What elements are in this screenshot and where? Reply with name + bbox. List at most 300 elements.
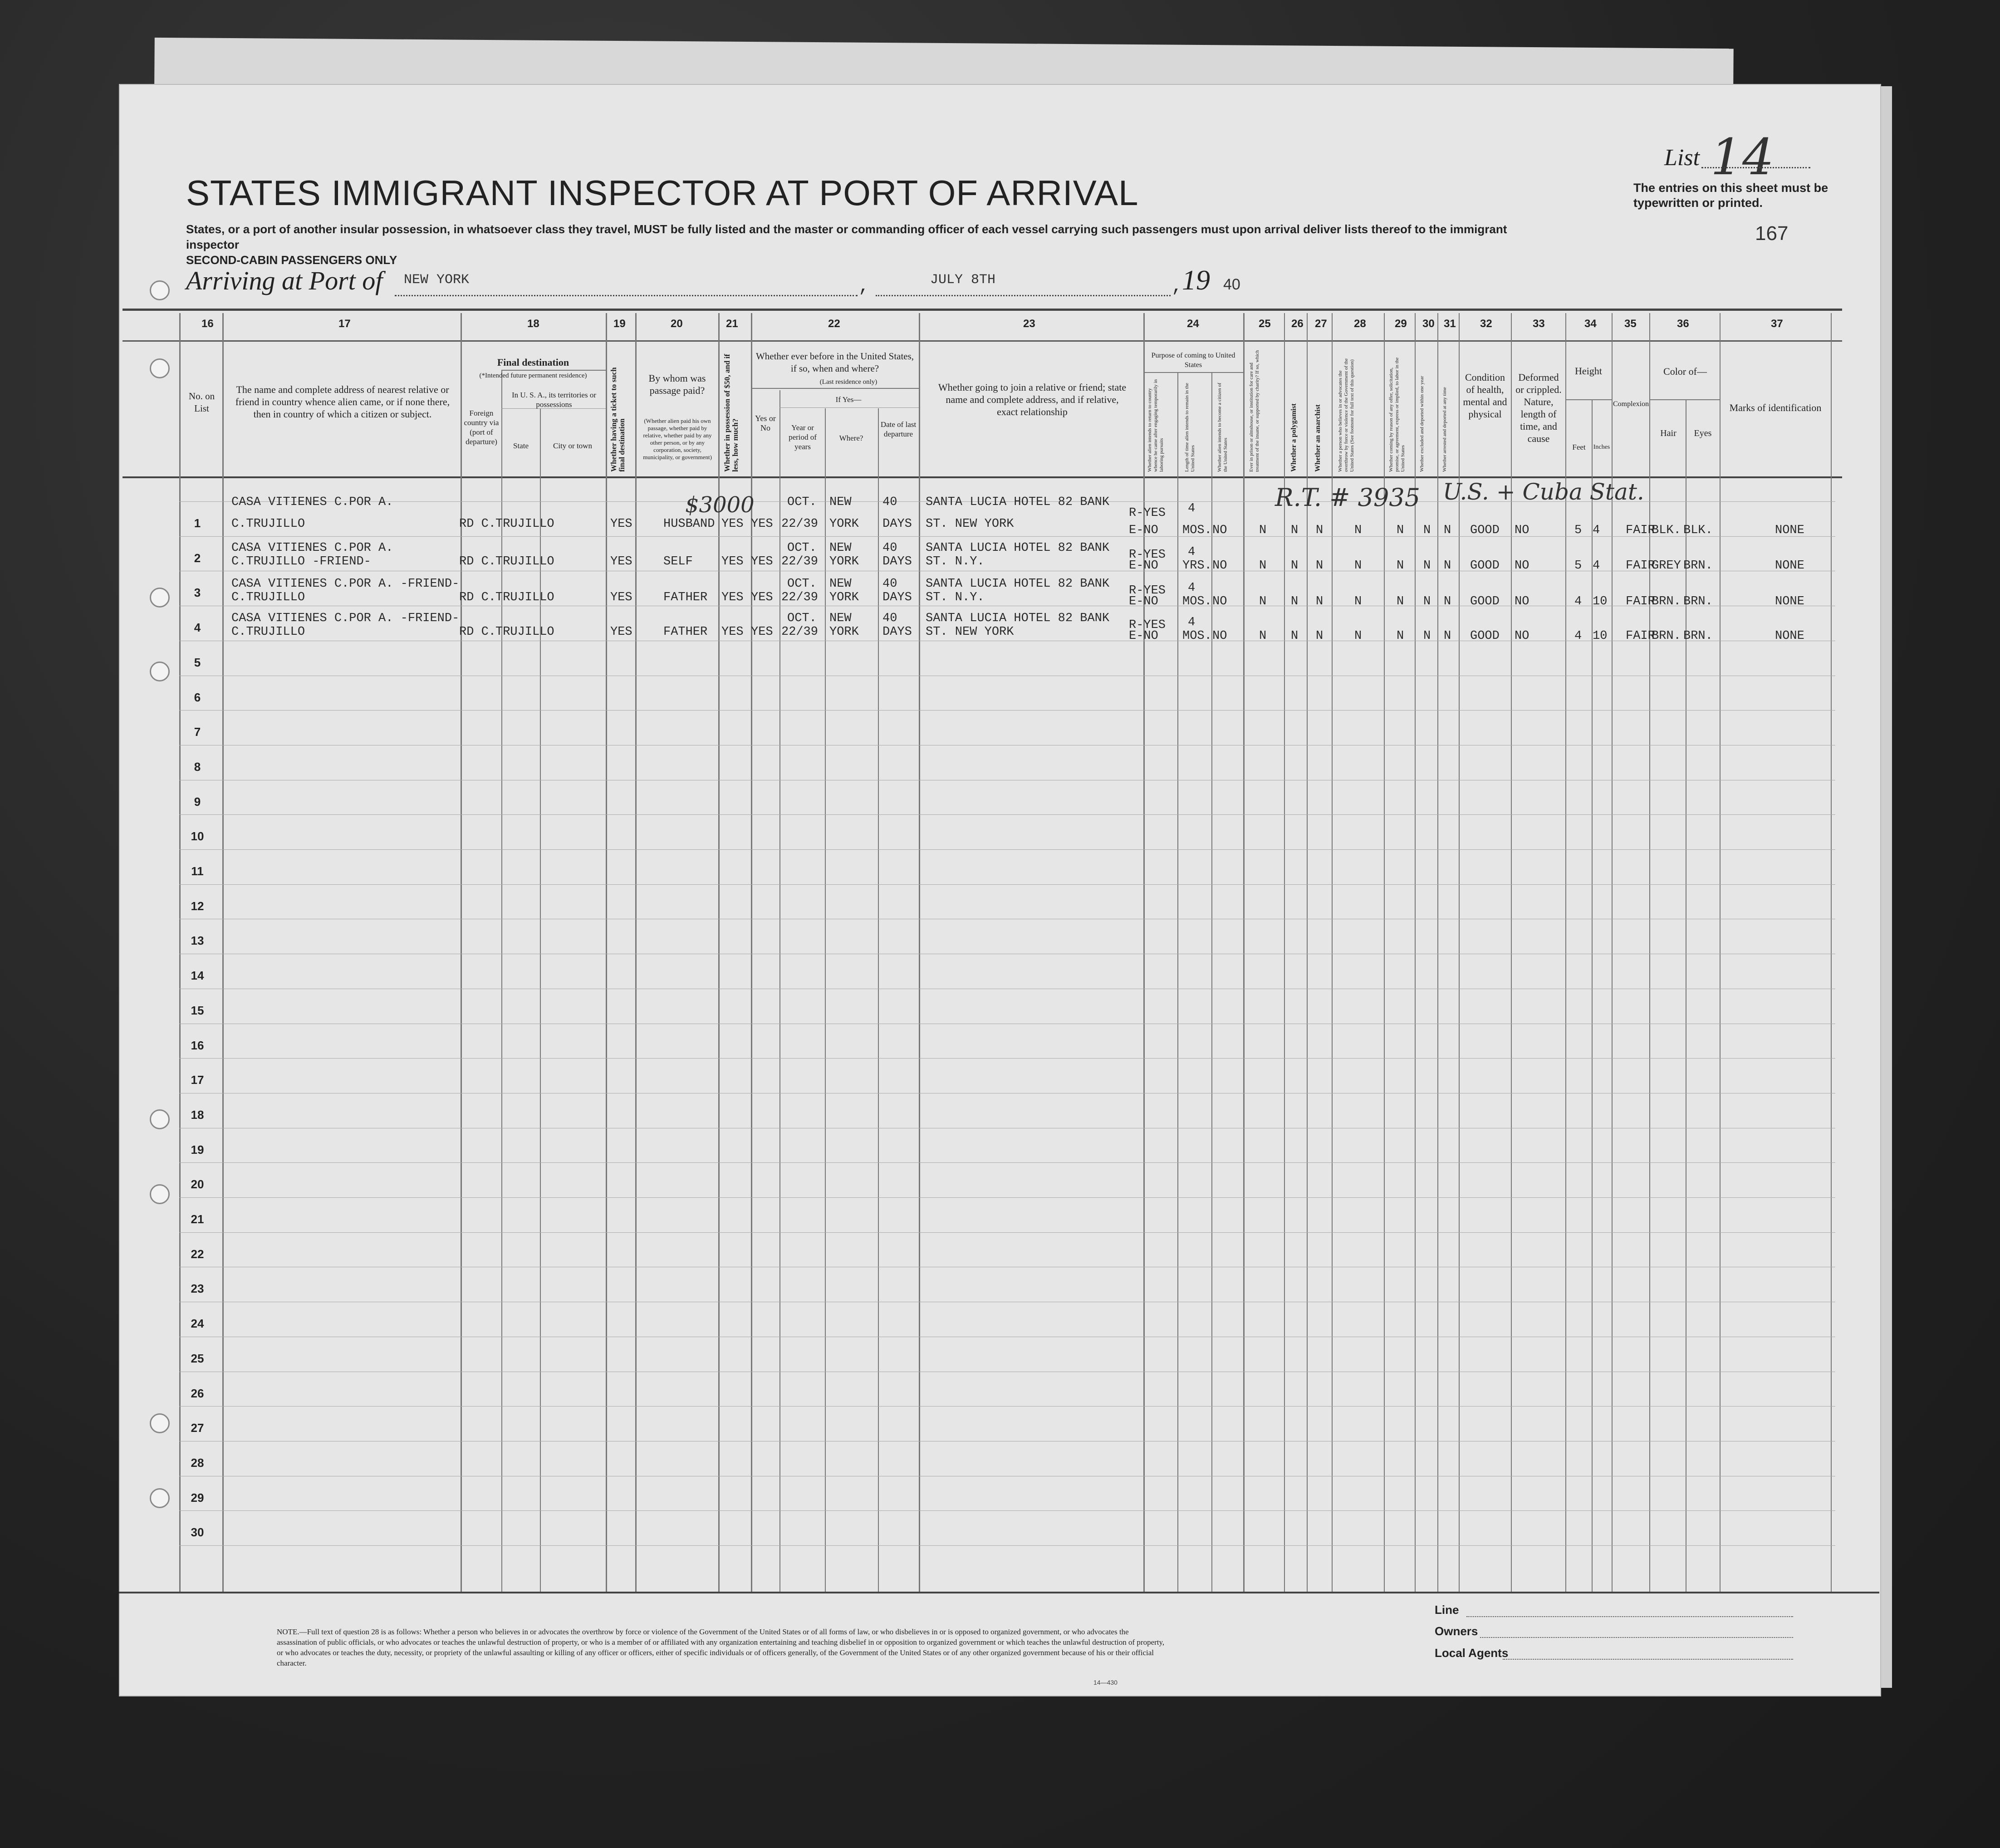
cell-inches: 10 (1593, 629, 1608, 643)
cell-p2-l1: 4 (1188, 545, 1196, 559)
binder-hole (150, 662, 170, 681)
header-feet: Feet (1572, 443, 1586, 451)
cell-where-l1: NEW (829, 612, 852, 625)
cell-p3: NO (1212, 524, 1227, 538)
list-number-line (1701, 167, 1810, 168)
column-divider (1831, 313, 1832, 1593)
header-final-destination: Final destination (497, 357, 569, 368)
comma-separator: , (858, 277, 870, 297)
column-divider (1437, 313, 1438, 1593)
date-value: JULY 8TH (930, 272, 996, 288)
header-purpose-length: Length of time alien intends to remain in the United States (1184, 382, 1196, 472)
row-number: 14 (191, 969, 204, 983)
cell-inches: 4 (1593, 559, 1600, 573)
header-passage-paid: By whom was passage paid? (648, 373, 706, 396)
header-eyes: Eyes (1694, 428, 1712, 438)
cell-c29: N (1397, 629, 1404, 643)
row-number: 12 (191, 899, 204, 913)
header-date-last-departure: Date of last departure (880, 420, 917, 438)
cell-health: GOOD (1470, 524, 1500, 538)
row-rule (179, 1510, 1835, 1511)
cell-where-l1: NEW (829, 495, 852, 509)
cell-marks: NONE (1775, 559, 1804, 573)
col-number: 34 (1584, 318, 1597, 330)
cell-c27: N (1316, 595, 1324, 608)
binder-hole (150, 1488, 170, 1508)
cell-deformed: NO (1515, 595, 1529, 608)
col-number: 31 (1444, 318, 1456, 330)
cell-p1-l1: R-YES (1129, 548, 1166, 562)
cell-eyes: BLK. (1683, 524, 1713, 538)
header-purpose-return: Whether alien intends to return to country whence he came after engaging temporarily in laboring pursuits (1147, 379, 1164, 472)
cell-year-l2: 22/39 (781, 625, 819, 639)
form-title: STATES IMMIGRANT INSPECTOR AT PORT OF ARRIVAL (186, 173, 1139, 213)
form-subtitle (186, 221, 1547, 268)
cell-year-l1: OCT. (787, 577, 817, 591)
column-divider (501, 370, 502, 1593)
cell-depart-l2: DAYS (882, 591, 912, 604)
cell-hair: BLK. (1652, 524, 1681, 538)
cell-deformed: NO (1515, 524, 1529, 538)
header-no-on-list: No. on List (188, 391, 215, 414)
cell-year-l2: 22/39 (781, 517, 819, 531)
cell-year-l2: 22/39 (781, 555, 819, 569)
header-final-destination-note: (*Intended future permanent residence) (479, 372, 587, 379)
row-number: 29 (191, 1490, 204, 1505)
binder-hole (150, 1109, 170, 1129)
cell-depart-l1: 40 (882, 577, 897, 591)
cell-p2-l1: 4 (1188, 616, 1196, 629)
header-joining-relative: Whether going to join a relative or friend; state name and complete address, and if relative, exact relationship (938, 382, 1127, 417)
cell-p3: NO (1212, 595, 1227, 608)
cell-c26: N (1291, 524, 1299, 538)
cell-hair: BRN. (1652, 629, 1681, 643)
cell-ever: YES (751, 625, 773, 639)
cell-marks: NONE (1775, 629, 1804, 643)
binder-hole (150, 588, 170, 608)
header-marks: Marks of identification (1729, 402, 1822, 413)
header-height: Height (1575, 365, 1602, 377)
cell-c30: N (1423, 524, 1431, 538)
header-hair: Hair (1660, 428, 1676, 438)
cell-complexion: FAIR (1626, 629, 1655, 643)
cell-c25: N (1259, 524, 1267, 538)
subtitle-line-1: States, or a port of another insular possession, in whatsoever class they travel, MUST be fully listed and the master or commanding officer of each vessel carrying such passengers must upon arrival deliver lists thereof to the immigrant inspector (186, 222, 1507, 251)
cell-depart-l2: DAYS (882, 625, 912, 639)
cell-c26: N (1291, 629, 1299, 643)
cell-p2-l1: 4 (1188, 502, 1196, 516)
cell-p1-l1: R-YES (1129, 618, 1166, 632)
cell-c27: N (1316, 524, 1324, 538)
cell-year-l1: OCT. (787, 495, 817, 509)
cell-paid: HUSBAND (663, 517, 715, 531)
cell-feet: 4 (1574, 595, 1582, 608)
cell-ticket: YES (610, 555, 632, 569)
col-number: 25 (1259, 318, 1271, 330)
header-anarchist: Whether an anarchist (1314, 404, 1322, 472)
cell-c31: N (1444, 629, 1451, 643)
header-inches: Inches (1593, 444, 1610, 451)
column-divider (825, 408, 826, 1593)
col-number: 33 (1533, 318, 1545, 330)
header-subrule (1565, 399, 1612, 400)
header-subrule (779, 407, 919, 408)
header-purpose-citizen: Whether alien intends to become a citizen of the United States (1217, 382, 1228, 472)
cell-ticket: YES (610, 625, 632, 639)
cell-where-l1: NEW (829, 577, 852, 591)
row-rule (179, 536, 1835, 537)
cell-c30: N (1423, 559, 1431, 573)
row-number: 8 (194, 760, 201, 774)
header-polygamist: Whether a polygamist (1290, 403, 1298, 472)
row-number: 26 (191, 1386, 204, 1400)
local-agents-field (1503, 1659, 1793, 1660)
cell-possession: YES (721, 517, 744, 531)
cell-p1-l2: E-NO (1129, 559, 1158, 573)
cell-join-l2: ST. NEW YORK (926, 625, 1014, 639)
year-prefix: 19 (1182, 265, 1210, 296)
header-complexion: Complexion (1613, 400, 1649, 408)
cell-where-l1: NEW (829, 541, 852, 555)
cell-deformed: NO (1515, 559, 1529, 573)
cell-p1-l2: E-NO (1129, 524, 1158, 538)
col-number: 21 (726, 318, 738, 330)
header-in-usa: In U. S. A., its territories or possessions (511, 391, 597, 409)
header-subrule (751, 388, 919, 389)
cell-ever: YES (751, 517, 773, 531)
col-number: 30 (1422, 318, 1435, 330)
header-ticket: Whether having a ticket to such final destination (609, 367, 626, 472)
row-number: 19 (191, 1142, 204, 1157)
cell-depart-l1: 40 (882, 495, 897, 509)
column-divider (635, 313, 637, 1593)
cell-year-l1: OCT. (787, 541, 817, 555)
row-number: 16 (191, 1038, 204, 1052)
col-number: 19 (613, 318, 626, 330)
header-deformed: Deformed or crippled. Nature, length of time, and cause (1515, 372, 1562, 444)
row-number: 1 (194, 516, 201, 530)
col-number: 18 (527, 318, 539, 330)
port-value: NEW YORK (404, 272, 470, 288)
cell-p2-l2: MOS. (1182, 595, 1212, 608)
cell-p1-l2: E-NO (1129, 629, 1158, 643)
cell-foreign: RD C. (459, 555, 496, 569)
row-number: 25 (191, 1351, 204, 1365)
cell-p2-l2: MOS. (1182, 629, 1212, 643)
cell-p1-l1: R-YES (1129, 506, 1166, 520)
cell-city: TRUJILLO (495, 517, 554, 531)
row-number: 28 (191, 1456, 204, 1470)
cell-p3: NO (1212, 629, 1227, 643)
owners-label: Owners (1435, 1624, 1478, 1638)
footer-rule (119, 1592, 1879, 1593)
local-agents-label: Local Agents (1435, 1646, 1509, 1660)
column-divider (461, 313, 462, 1593)
cell-relative-l1: CASA VITIENES C.POR A. (231, 495, 393, 509)
cell-c27: N (1316, 629, 1324, 643)
column-divider (1143, 313, 1145, 1593)
row-number: 4 (194, 621, 201, 635)
row-number: 18 (191, 1108, 204, 1122)
column-divider (222, 313, 224, 1593)
owners-field (1480, 1637, 1793, 1638)
cell-complexion: FAIR (1626, 559, 1655, 573)
table-top-rule (123, 309, 1842, 311)
row-rule (179, 814, 1835, 815)
cell-paid: SELF (663, 555, 693, 569)
cell-c29: N (1397, 559, 1404, 573)
handwritten-annotation: R.T. # 3935 (1275, 483, 1421, 512)
column-divider (1649, 313, 1650, 1593)
row-rule (179, 1545, 1835, 1546)
row-rule (179, 1197, 1835, 1198)
col-number: 17 (338, 318, 351, 330)
cell-p1-l2: E-NO (1129, 595, 1158, 608)
row-number: 22 (191, 1247, 204, 1261)
row-number: 20 (191, 1177, 204, 1191)
line-field (1466, 1616, 1793, 1617)
row-rule (179, 884, 1835, 885)
header-yes-or-no: Yes or No (755, 414, 776, 432)
cell-relative-l2: C.TRUJILLO -FRIEND- (231, 555, 371, 569)
cell-eyes: BRN. (1683, 559, 1713, 573)
col-number: 32 (1480, 318, 1492, 330)
col-number: 35 (1624, 318, 1637, 330)
cell-c28: N (1354, 595, 1362, 608)
column-divider (1720, 313, 1721, 1593)
header-subrule (501, 370, 606, 371)
cell-feet: 4 (1574, 629, 1582, 643)
arriving-label: Arriving at Port of (186, 266, 383, 295)
col-number: 28 (1354, 318, 1366, 330)
cell-c31: N (1444, 595, 1451, 608)
row-rule (179, 1058, 1835, 1059)
cell-join-l1: SANTA LUCIA HOTEL 82 BANK (926, 612, 1110, 625)
cell-c26: N (1291, 595, 1299, 608)
header-city-or-town: City or town (553, 441, 592, 450)
col-number: 24 (1187, 318, 1199, 330)
col-number: 26 (1291, 318, 1304, 330)
cell-where-l2: YORK (829, 555, 859, 569)
cell-c25: N (1259, 629, 1267, 643)
cell-hair: BRN. (1652, 595, 1681, 608)
cell-join-l2: ST. N.Y. (926, 555, 985, 569)
question-28-footnote: NOTE.—Full text of question 28 is as follows: Whether a person who believes in or advocates the overthrow by force or violence of the Government of the United States or of all forms of law, or who disbelieves in or is opposed to organized government, or who advocates the assassination of public officials, or who advocates or teaches the unlawful destruction of property, or who is a member of or affiliated with any organization entertaining and teaching disbelief in or opposition to organized government or which teaches the unlawful destruction of property, or who advocates or teaches the duty, necessity, or propriety of the unlawful assaulting or killing of any officer or officers, either of specific individuals or of officers generally, of the Government of the United States or of any other organized government because of his or their official character. (277, 1627, 1165, 1667)
header-prison: Ever in prison or almshouse, or institution for care and treatment of the insane, or supported by charity? If so, which (1249, 350, 1260, 472)
column-divider (878, 408, 879, 1593)
binder-hole (150, 1413, 170, 1433)
cell-foreign: RD C. (459, 517, 496, 531)
col-number: 16 (201, 318, 214, 330)
cell-year-l2: 22/39 (781, 591, 819, 604)
row-number: 6 (194, 690, 201, 704)
cell-year-l1: OCT. (787, 612, 817, 625)
header-offer-promise: Whether coming by reason of any offer, solicitation, promise, or agreement, express or implied, to labor in the United States (1388, 357, 1406, 472)
header-nearest-relative: The name and complete address of nearest relative or friend in country whence alien came, or if none there, then in country of which a citizen or subject. (235, 384, 450, 420)
row-rule (179, 1232, 1835, 1233)
cell-feet: 5 (1574, 524, 1582, 538)
row-rule (179, 849, 1835, 850)
cell-p2-l1: 4 (1188, 581, 1196, 595)
cell-p2-l2: MOS. (1182, 524, 1212, 538)
cell-join-l1: SANTA LUCIA HOTEL 82 BANK (926, 577, 1110, 591)
row-number: 2 (194, 551, 201, 565)
column-divider (1243, 313, 1245, 1593)
header-subrule (1143, 372, 1243, 373)
cell-relative-l1: CASA VITIENES C.POR A. -FRIEND- (231, 612, 460, 625)
cell-foreign: RD C. (459, 625, 496, 639)
line-label: Line (1435, 1603, 1459, 1617)
row-number: 9 (194, 794, 201, 809)
header-color-of: Color of— (1663, 366, 1707, 377)
column-divider (1177, 372, 1178, 1593)
binder-hole (150, 280, 170, 300)
comma-separator: , (1172, 277, 1183, 297)
col-number: 27 (1315, 318, 1327, 330)
cell-p1-l1: R-YES (1129, 584, 1166, 598)
header-possession-50: Whether in possession of $50, and if less, how much? (723, 354, 740, 472)
cell-complexion: FAIR (1626, 524, 1655, 538)
cell-p2-l2: YRS. (1182, 559, 1212, 573)
cell-eyes: BRN. (1683, 629, 1713, 643)
cell-depart-l2: DAYS (882, 555, 912, 569)
entries-note: The entries on this sheet must be typewritten or printed. (1633, 181, 1828, 210)
header-year-period: Year or period of years (789, 423, 817, 451)
column-divider (1211, 372, 1212, 1593)
row-number: 15 (191, 1003, 204, 1017)
cell-city: TRUJILLO (495, 555, 554, 569)
cell-complexion: FAIR (1626, 595, 1655, 608)
cell-health: GOOD (1470, 629, 1500, 643)
cell-c28: N (1354, 559, 1362, 573)
cell-relative-l1: CASA VITIENES C.POR A. (231, 541, 393, 555)
cell-possession: YES (721, 555, 744, 569)
column-divider (1565, 313, 1566, 1593)
cell-relative-l2: C.TRUJILLO (231, 625, 305, 639)
cell-ever: YES (751, 591, 773, 604)
subtitle-line-2: SECOND-CABIN PASSENGERS ONLY (186, 253, 397, 267)
row-rule (179, 1162, 1835, 1163)
cell-feet: 5 (1574, 559, 1582, 573)
header-where: Where? (839, 434, 863, 442)
cell-c25: N (1259, 559, 1267, 573)
cell-relative-l2: C.TRUJILLO (231, 517, 305, 531)
cell-c28: N (1354, 629, 1362, 643)
cell-depart-l1: 40 (882, 541, 897, 555)
header-condition: Condition of health, mental and physical (1463, 372, 1507, 420)
row-number: 10 (191, 829, 204, 843)
cell-c29: N (1397, 595, 1404, 608)
row-number: 21 (191, 1212, 204, 1226)
cell-relative-l1: CASA VITIENES C.POR A. -FRIEND- (231, 577, 460, 591)
cell-c30: N (1423, 595, 1431, 608)
header-foreign-country: Foreign country via (port of departure) (464, 409, 499, 446)
cell-city: TRUJILLO (495, 591, 554, 604)
cell-c31: N (1444, 559, 1451, 573)
col-number: 37 (1771, 318, 1783, 330)
cell-possession: YES (721, 625, 744, 639)
cell-join-l2: ST. NEW YORK (926, 517, 1014, 531)
col-number: 29 (1395, 318, 1407, 330)
date-field (876, 272, 1171, 296)
header-question-28: Whether a person who believes in or advocates the overthrow by force or violence of the Government of the United States (See footnote for full text of this question) (1338, 358, 1355, 472)
cell-c31: N (1444, 524, 1451, 538)
port-field (395, 272, 858, 296)
col-number: 36 (1677, 318, 1689, 330)
header-last-residence: (Last residence only) (819, 378, 877, 386)
column-divider (1511, 313, 1512, 1593)
cell-relative-l2: C.TRUJILLO (231, 591, 305, 604)
cell-eyes: BRN. (1683, 595, 1713, 608)
col-number: 20 (671, 318, 683, 330)
cell-inches: 4 (1593, 524, 1600, 538)
list-number: 14 (1711, 128, 1774, 186)
header-arrested: Whether arrested and deported at any time (1442, 387, 1447, 472)
row-number: 11 (191, 864, 204, 878)
row-rule (179, 1406, 1835, 1407)
header-subrule (1649, 399, 1720, 400)
header-purpose: Purpose of coming to United States (1151, 352, 1235, 369)
handwritten-money: $3000 (685, 492, 755, 518)
row-number: 27 (191, 1421, 204, 1435)
row-number: 7 (194, 725, 201, 739)
column-divider (179, 313, 181, 1593)
year-suffix: 40 (1223, 276, 1240, 293)
cell-where-l2: YORK (829, 591, 859, 604)
cell-health: GOOD (1470, 595, 1500, 608)
list-label: List (1664, 145, 1700, 171)
column-divider (606, 313, 607, 1593)
column-divider (1592, 399, 1593, 1593)
cell-depart-l1: 40 (882, 612, 897, 625)
cell-c25: N (1259, 595, 1267, 608)
cell-ever: YES (751, 555, 773, 569)
row-rule (179, 710, 1835, 711)
row-number: 3 (194, 586, 201, 600)
form-code: 14—430 (1093, 1679, 1118, 1686)
cell-inches: 10 (1593, 595, 1608, 608)
header-passage-paid-note: (Whether alien paid his own passage, whether paid by relative, whether paid by any other person, or by any corporation, society, municipality, or government) (643, 417, 712, 461)
cell-paid: FATHER (663, 625, 708, 639)
row-number: 30 (191, 1525, 204, 1539)
row-number: 23 (191, 1282, 204, 1296)
cell-p3: NO (1212, 559, 1227, 573)
cell-possession: YES (721, 591, 744, 604)
cell-c30: N (1423, 629, 1431, 643)
binder-hole (150, 1184, 170, 1204)
column-divider (919, 313, 920, 1593)
col-number: 23 (1023, 318, 1035, 330)
cell-health: GOOD (1470, 559, 1500, 573)
row-number: 5 (194, 655, 201, 669)
cell-city: TRUJILLO (495, 625, 554, 639)
cell-c28: N (1354, 524, 1362, 538)
column-divider (1612, 313, 1613, 1593)
handwritten-annotation-2: U.S. + Cuba Stat. (1443, 479, 1644, 505)
header-if-yes: If Yes— (835, 395, 862, 404)
sheet-number: 167 (1755, 222, 1789, 245)
cell-c29: N (1397, 524, 1404, 538)
cell-c26: N (1291, 559, 1299, 573)
cell-join-l2: ST. N.Y. (926, 591, 985, 604)
row-number: 13 (191, 934, 204, 948)
cell-join-l1: SANTA LUCIA HOTEL 82 BANK (926, 495, 1110, 509)
cell-depart-l2: DAYS (882, 517, 912, 531)
cell-deformed: NO (1515, 629, 1529, 643)
cell-where-l2: YORK (829, 517, 859, 531)
cell-foreign: RD C. (459, 591, 496, 604)
row-number: 24 (191, 1317, 204, 1331)
